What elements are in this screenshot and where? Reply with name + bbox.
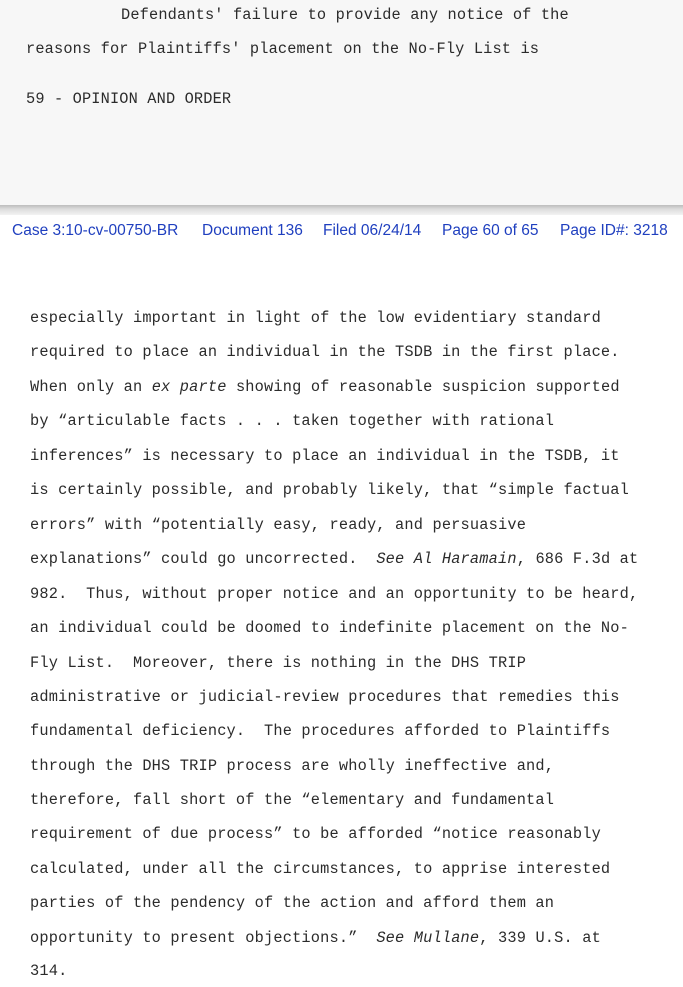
italic-run: ex parte <box>151 378 227 396</box>
text-run: , 339 U.S. at <box>479 929 601 947</box>
text-run: explanations” could go uncorrected. <box>30 550 377 568</box>
prev-page-line: reasons for Plaintiffs' placement on the No-Fly List is <box>26 40 540 58</box>
citation: See Al Haramain <box>376 550 517 568</box>
body-line: by “articulable facts . . . taken together with rational <box>30 412 555 430</box>
filed-date: Filed 06/24/14 <box>323 222 422 239</box>
body-line: inferences” is necessary to place an individual in the TSDB, it <box>30 447 620 465</box>
body-line: errors” with “potentially easy, ready, and persuasive <box>30 516 527 534</box>
body-line: 982. Thus, without proper notice and an opportunity to be heard, <box>30 585 639 603</box>
text-run: opportunity to present objections.” <box>30 929 377 947</box>
text-run: , 686 F.3d at <box>516 550 639 568</box>
document-number: Document 136 <box>202 222 303 239</box>
body-line <box>30 550 638 568</box>
prev-page-footer: 59 - OPINION AND ORDER <box>26 90 232 108</box>
previous-page-section <box>0 0 683 205</box>
body-line <box>30 378 620 396</box>
body-line: fundamental deficiency. The procedures afforded to Plaintiffs <box>30 722 611 740</box>
page-id: Page ID#: 3218 <box>560 222 668 239</box>
text-run: When only an <box>30 378 152 396</box>
body-line: parties of the pendency of the action and afford them an <box>30 894 555 912</box>
prev-page-line: Defendants' failure to provide any notice of the <box>121 6 569 24</box>
page-number: Page 60 of 65 <box>442 222 539 239</box>
body-line: an individual could be doomed to indefinite placement on the No- <box>30 619 630 637</box>
body-line: required to place an individual in the TSDB in the first place. <box>30 343 620 361</box>
body-line <box>30 929 601 947</box>
body-line: is certainly possible, and probably likely, that “simple factual <box>30 481 630 499</box>
case-number: Case 3:10-cv-00750-BR <box>12 222 179 239</box>
page-divider <box>0 205 683 215</box>
body-line: Fly List. Moreover, there is nothing in the DHS TRIP <box>30 654 527 672</box>
body-line: calculated, under all the circumstances, to apprise interested <box>30 860 611 878</box>
body-line: 314. <box>30 962 68 980</box>
text-run: showing of reasonable suspicion supported <box>226 378 620 396</box>
body-line: requirement of due process” to be afforded “notice reasonably <box>30 825 601 843</box>
body-line: through the DHS TRIP process are wholly ineffective and, <box>30 757 555 775</box>
body-line: therefore, fall short of the “elementary and fundamental <box>30 791 555 809</box>
body-line: especially important in light of the low evidentiary standard <box>30 309 601 327</box>
body-line: administrative or judicial-review procedures that remedies this <box>30 688 620 706</box>
citation: See Mullane <box>376 929 480 947</box>
